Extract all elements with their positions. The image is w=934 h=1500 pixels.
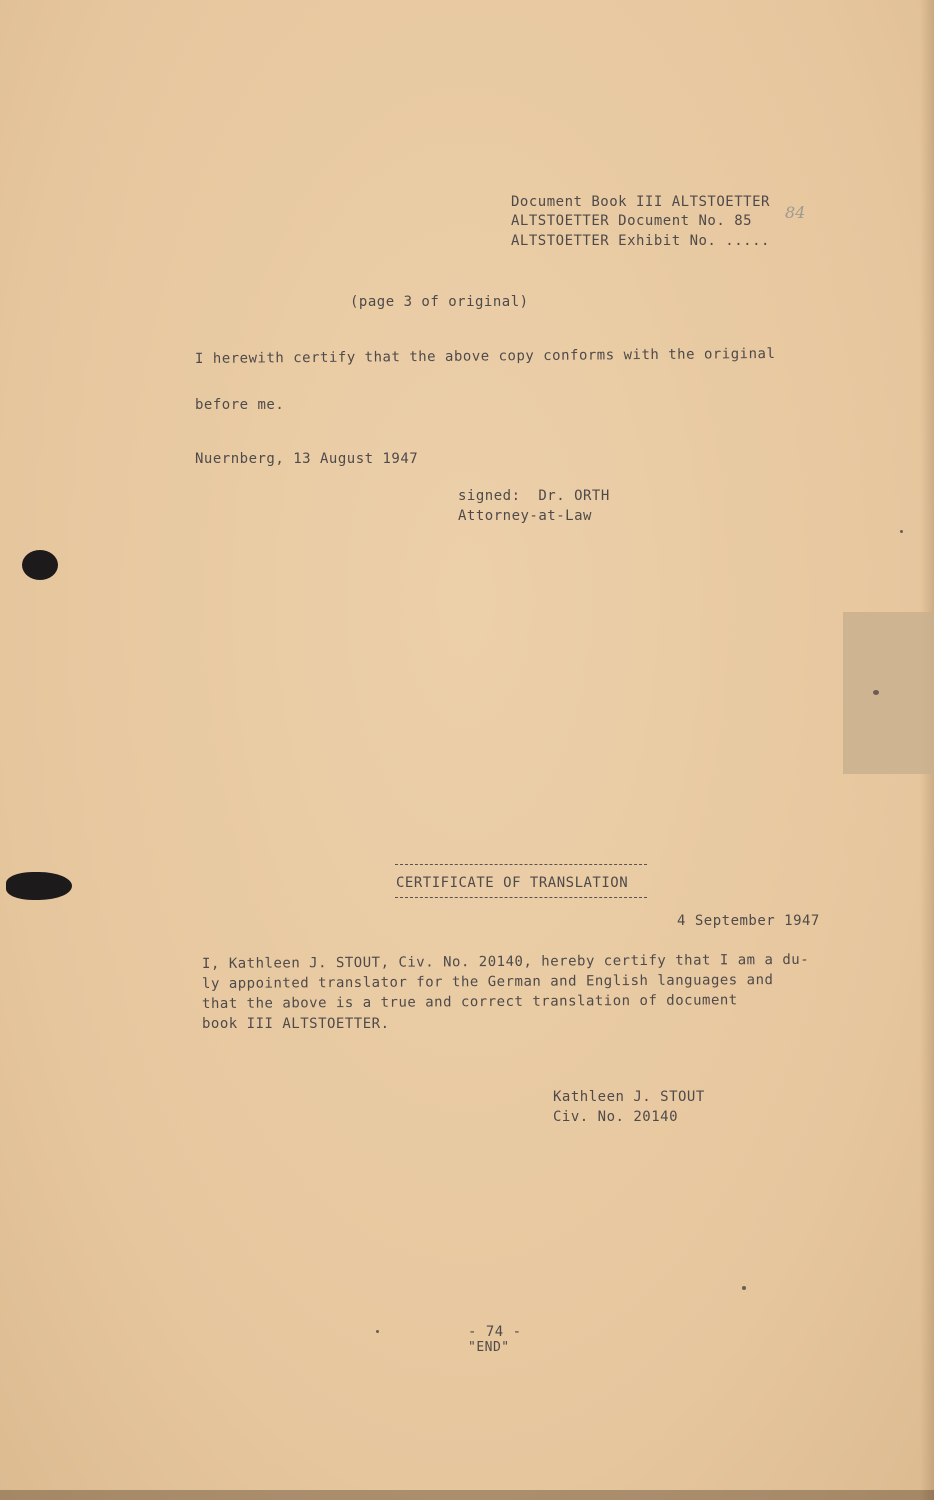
translator-name: Kathleen J. STOUT (553, 1089, 705, 1105)
translation-body-line-3: that the above is a true and correct translation of document (201, 992, 738, 1012)
punch-hole-upper (22, 550, 58, 580)
paper-speck (742, 1286, 746, 1290)
tape-patch (843, 612, 934, 774)
translation-body-line-1: I, Kathleen J. STOUT, Civ. No. 20140, hereby certify that I am a du- (201, 951, 810, 972)
heading-rule-bottom (395, 897, 647, 898)
paper-speck (873, 690, 879, 695)
heading-rule-top (395, 864, 647, 865)
header-exhibit-number: ALTSTOETTER Exhibit No. ..... (511, 233, 770, 249)
paper-speck (376, 1330, 379, 1333)
translation-certificate-date: 4 September 1947 (677, 913, 820, 929)
certification-signature: signed: Dr. ORTH (458, 488, 610, 504)
certification-place-date: Nuernberg, 13 August 1947 (195, 451, 419, 467)
page-of-original-note: (page 3 of original) (350, 294, 529, 310)
certification-line-2: before me. (195, 397, 285, 413)
page-number: - 74 - (468, 1324, 522, 1340)
handwritten-document-number: 84 (785, 203, 806, 222)
certification-line-1: I herewith certify that the above copy conforms with the original (194, 345, 776, 367)
punch-hole-lower (6, 872, 72, 900)
header-document-book: Document Book III ALTSTOETTER (511, 194, 770, 210)
page-bottom-edge (0, 1490, 934, 1500)
certification-signer-title: Attorney-at-Law (458, 508, 592, 524)
paper-speck (900, 530, 903, 533)
translation-body-line-4: book III ALTSTOETTER. (202, 1016, 390, 1032)
end-mark: "END" (468, 1340, 510, 1355)
translation-body-line-2: ly appointed translator for the German and English languages and (201, 972, 774, 992)
translation-certificate-heading: CERTIFICATE OF TRANSLATION (396, 875, 629, 891)
translator-civ-number: Civ. No. 20140 (553, 1109, 679, 1125)
header-document-number: ALTSTOETTER Document No. 85 (511, 213, 753, 229)
